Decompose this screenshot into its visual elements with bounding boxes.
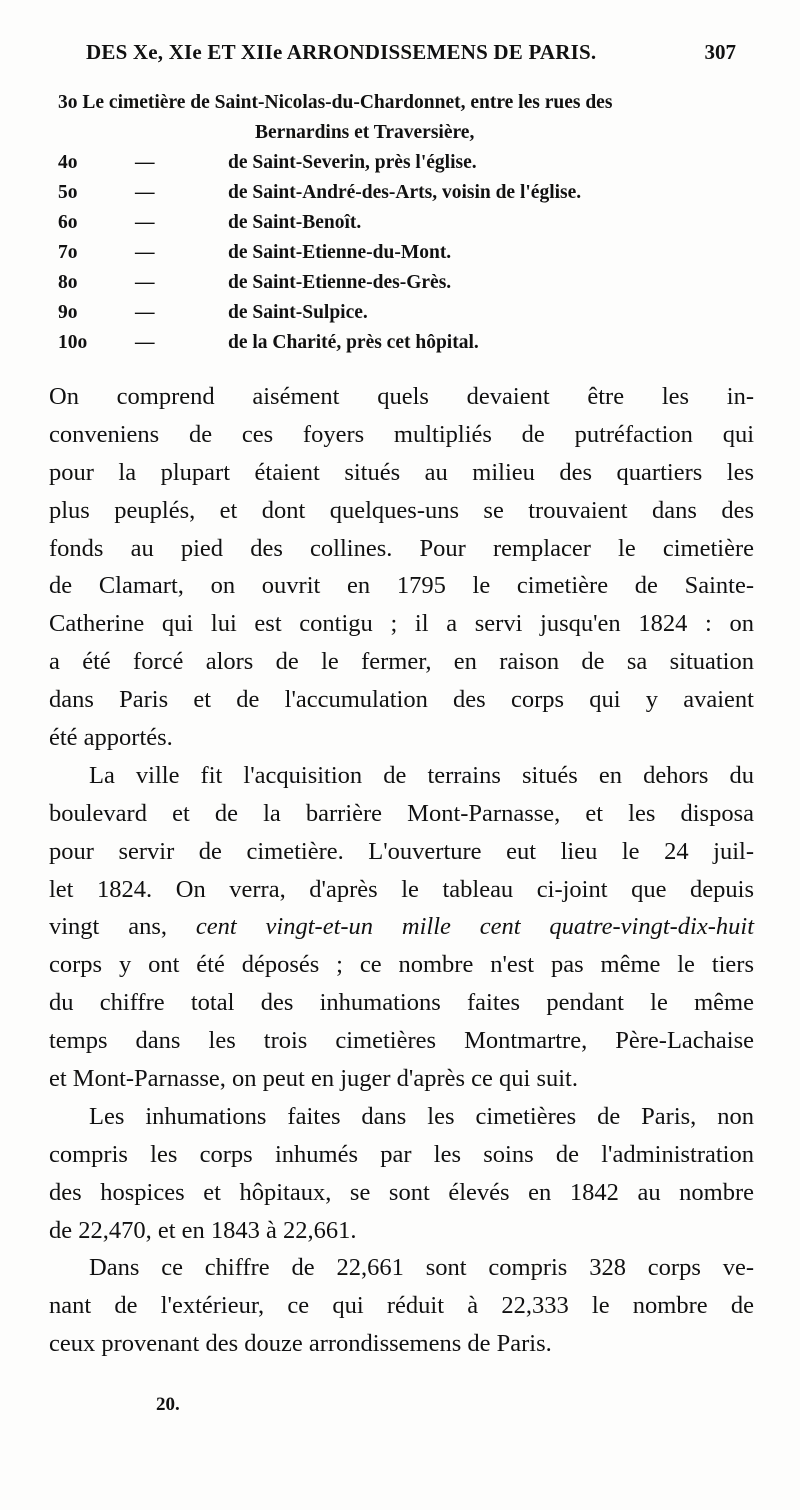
list-item-text: de la Charité, près cet hôpital. — [228, 332, 479, 353]
text-line: Les inhumations faites dans les cimetières de Paris, non — [89, 1102, 754, 1130]
list-item — [0, 182, 800, 212]
list-item-text: de Saint-Benoît. — [228, 212, 362, 233]
list-item-dash: — — [135, 272, 155, 293]
text-line: Dans ce chiffre de 22,661 sont compris 328 corps ve- — [89, 1254, 754, 1282]
text-line: a été forcé alors de le fermer, en raison de sa situation — [49, 648, 754, 676]
list-item-number: 7o — [58, 242, 78, 263]
text-line: boulevard et de la barrière Mont-Parnasse, et les disposa — [49, 799, 754, 827]
signature-mark: 20. — [156, 1394, 180, 1415]
list-item-dash: — — [135, 302, 155, 323]
list-item-number: 6o — [58, 212, 78, 233]
text-line: pour la plupart étaient situés au milieu des quartiers les — [49, 458, 754, 486]
text-line: nant de l'extérieur, ce qui réduit à 22,333 le nombre de — [49, 1292, 754, 1320]
text-line: corps y ont été déposés ; ce nombre n'est pas même le tiers — [49, 951, 754, 979]
list-item-dash: — — [135, 182, 155, 203]
text-line: conveniens de ces foyers multipliés de putréfaction qui — [49, 420, 754, 448]
text-line: let 1824. On verra, d'après le tableau ci-joint que depuis — [49, 875, 754, 903]
text-line: dans Paris et de l'accumulation des corps qui y avaient — [49, 686, 754, 714]
text-line: de 22,470, et en 1843 à 22,661. — [49, 1216, 357, 1244]
list-item-dash: — — [135, 332, 155, 353]
list-item — [0, 92, 800, 122]
italic-text: cent vingt-et-un mille cent quatre-vingt-dix-huit — [195, 913, 754, 941]
text-line: été apportés. — [49, 724, 173, 752]
list-item-number: 9o — [58, 302, 78, 323]
list-item — [0, 242, 800, 272]
list-item-text: 3o Le cimetière de Saint-Nicolas-du-Chardonnet, entre les rues des — [58, 92, 613, 113]
text-line: de Clamart, on ouvrit en 1795 le cimetière de Sainte- — [49, 572, 754, 600]
list-item — [0, 212, 800, 242]
list-item-number: 4o — [58, 152, 78, 173]
text-line: du chiffre total des inhumations faites pendant le même — [49, 989, 754, 1017]
list-item-number: 8o — [58, 272, 78, 293]
list-item-text: de Saint-André-des-Arts, voisin de l'église. — [228, 182, 582, 203]
text-line: temps dans les trois cimetières Montmartre, Père-Lachaise — [49, 1027, 754, 1055]
text-line: ceux provenant des douze arrondissemens de Paris. — [49, 1330, 552, 1358]
text-span: vingt ans, — [49, 913, 196, 941]
text-line: fonds au pied des collines. Pour remplacer le cimetière — [49, 534, 754, 562]
list-item-text: de Saint-Etienne-des-Grès. — [228, 272, 452, 293]
list-item-dash: — — [135, 152, 155, 173]
list-item — [0, 272, 800, 302]
list-item — [0, 152, 800, 182]
text-line — [49, 908, 754, 946]
list-item-text: de Saint-Sulpice. — [228, 302, 368, 323]
text-line: La ville fit l'acquisition de terrains situés en dehors du — [89, 761, 754, 789]
list-item-dash: — — [135, 212, 155, 233]
text-line: plus peuplés, et dont quelques-uns se trouvaient dans des — [49, 496, 754, 524]
text-line: et Mont-Parnasse, on peut en juger d'après ce qui suit. — [49, 1065, 578, 1093]
page-number: 307 — [704, 40, 736, 64]
list-item — [0, 332, 800, 362]
text-line: compris les corps inhumés par les soins de l'administration — [49, 1140, 754, 1168]
text-line: pour servir de cimetière. L'ouverture eut lieu le 24 juil- — [49, 837, 754, 865]
list-item-text: Bernardins et Traversière, — [255, 122, 475, 143]
list-item-continuation — [0, 122, 800, 152]
list-item — [0, 302, 800, 332]
list-item-dash: — — [135, 242, 155, 263]
list-item-text: de Saint-Etienne-du-Mont. — [228, 242, 452, 263]
list-item-text: de Saint-Severin, près l'église. — [228, 152, 477, 173]
list-item-number: 10o — [58, 332, 88, 353]
text-line: On comprend aisément quels devaient être les in- — [49, 383, 754, 410]
cemetery-list — [0, 92, 800, 362]
running-title: DES Xe, XIe ET XIIe ARRONDISSEMENS DE PARIS. — [86, 40, 597, 64]
text-line: Catherine qui lui est contigu ; il a servi jusqu'en 1824 : on — [49, 610, 754, 638]
body-text — [49, 378, 754, 1363]
list-item-number: 5o — [58, 182, 78, 203]
text-line: des hospices et hôpitaux, se sont élevés en 1842 au nombre — [49, 1178, 754, 1206]
running-head — [86, 40, 736, 70]
